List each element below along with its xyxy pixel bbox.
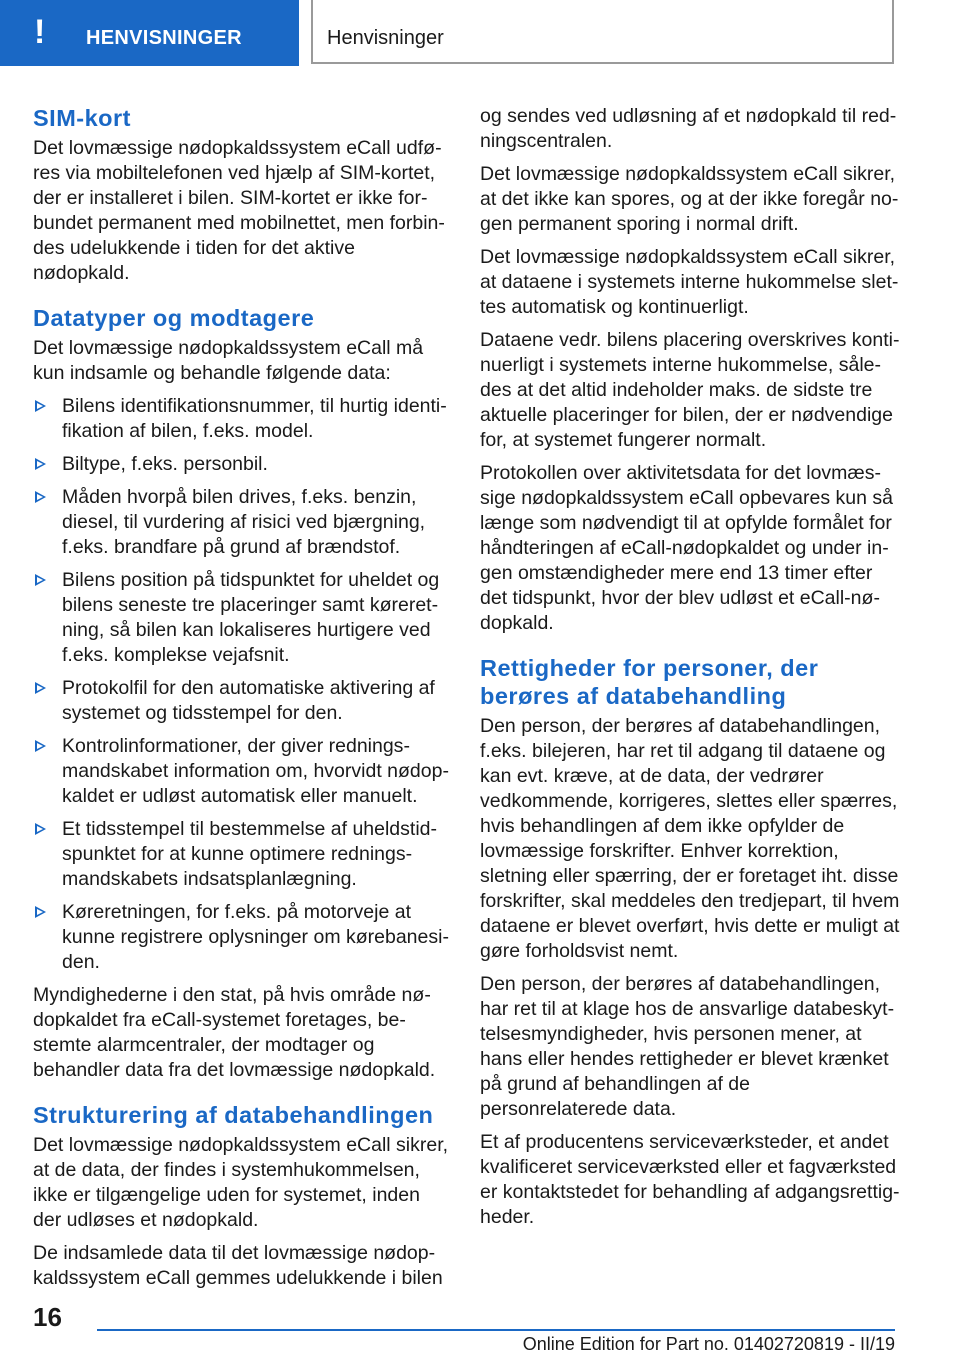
paragraph: Et af producentens serviceværksteder, et andet kvalificeret serviceværksted eller et fagværksted er kontaktstedet for behandling af adgangsrettigheder. [480, 1131, 900, 1228]
section-header-box [311, 0, 894, 64]
page-header [0, 0, 960, 66]
paragraph: Det lovmæssige nødopkaldssystem eCall sikrer, at de data, der findes i systemhukommelsen, ikke er tilgængelige uden for systemet, inden der udløses et nødopkald. [33, 1134, 449, 1231]
chapter-tab [0, 0, 299, 66]
list-item [33, 817, 451, 892]
paragraph: Det lovmæssige nødopkaldssystem eCall sikrer, at det ikke kan spores, og at der ikke foregår nogen permanent sporing i normal drift. [480, 163, 899, 235]
paragraph: og sendes ved udløsning af et nødopkald til redningscentralen. [480, 105, 897, 152]
list-item [33, 676, 451, 726]
heading-datatyper: Datatyper og modtagere [33, 305, 315, 331]
page-number: 16 [33, 1302, 62, 1332]
list-item-text: Bilens position på tidspunktet for uheldet og bilens seneste tre placeringer samt køreretning, så bilen kan lokaliseres hurtigere ved f.eks. komplekse vejafsnit. [62, 569, 440, 666]
triangle-bullet-icon [35, 574, 46, 586]
right-column [480, 104, 900, 1238]
triangle-bullet-icon [35, 458, 46, 470]
list-item-text: Måden hvorpå bilen drives, f.eks. benzin, diesel, til vurdering af risici ved bjærgning, f.eks. brandfare på grund af brændstof. [62, 486, 426, 558]
paragraph: Dataene vedr. bilens placering overskrives kontinuerligt i systemets interne hukommelse, således at det altid indeholder maks. de sidste tre aktuelle placeringer for bilen, der er nødvendige for, at systemet fungerer normalt. [480, 329, 900, 451]
paragraph: De indsamlede data til det lovmæssige nødopkaldssystem eCall gemmes udelukkende i bilen [33, 1242, 443, 1289]
paragraph: Den person, der berøres af databehandlingen, har ret til at klage hos de ansvarlige databeskyttelsesmyndigheder, hvis personen mener, at hans eller hendes rettigheder er blevet krænket på grund af behandlingen af de personrelaterede data. [480, 973, 895, 1120]
list-item-text: Protokolfil for den automatiske aktivering af systemet og tidsstempel for den. [62, 677, 435, 724]
paragraph: Det lovmæssige nødopkaldssystem eCall må kun indsamle og behandle følgende data: [33, 337, 424, 384]
list-item [33, 485, 451, 560]
list-item [33, 452, 451, 477]
triangle-bullet-icon [35, 823, 46, 835]
triangle-bullet-icon [35, 682, 46, 694]
chapter-tab-label: HENVISNINGER [86, 27, 242, 49]
footer-divider [97, 1329, 895, 1331]
paragraph: Det lovmæssige nødopkaldssystem eCall sikrer, at dataene i systemets interne hukommelse slettes automatisk og kontinuerligt. [480, 246, 899, 318]
triangle-bullet-icon [35, 906, 46, 918]
list-item [33, 394, 451, 444]
list-item-text: Bilens identifikationsnummer, til hurtig identifikation af bilen, f.eks. model. [62, 395, 447, 442]
paragraph: Det lovmæssige nødopkaldssystem eCall udføres via mobiltelefonen ved hjælp af SIM-kortet, der er installeret i bilen. SIM-kortet er ikke forbundet permanent med mobilnettet, men forbindes udelukkende i tiden for det aktive nødopkald. [33, 137, 445, 284]
paragraph: Den person, der berøres af databehandlingen, f.eks. bilejeren, har ret til adgang til dataene og kan evt. kræve, at de data, der vedrører vedkommende, korrigeres, slettes eller spærres, hvis behandlingen af dem ikke opfylder de lovmæssige forskrifter. Enhver korrektion, sletning eller spærring, der er foretaget iht. disse forskrifter, skal meddeles den tredjepart, til hvem dataene er blevet overført, hvis dette er muligt at gøre forholdsvist nemt. [480, 715, 900, 962]
list-item-text: Biltype, f.eks. personbil. [62, 453, 268, 475]
section-header-label: Henvisninger [327, 27, 444, 49]
paragraph: Protokollen over aktivitetsdata for det lovmæssige nødopkaldssystem eCall opbevares kun så længe som nødvendigt til at opfylde formålet for håndteringen af eCall-nødopkaldet og under ingen omstændigheder mere end 13 timer efter det tidspunkt, hvor der blev udløst et eCall-nødopkald. [480, 462, 893, 634]
list-item-text: Kontrolinformationer, der giver redningsmandskabet information om, hvorvidt nødopkaldet er udløst automatisk eller manuelt. [62, 735, 449, 807]
list-item [33, 734, 451, 809]
edition-footer: Online Edition for Part no. 01402720819 - II/19 [522, 1334, 895, 1354]
list-item [33, 900, 451, 975]
exclamation-icon: ! [34, 13, 46, 51]
paragraph: Myndighederne i den stat, på hvis område nødopkaldet fra eCall-systemet foretages, bestemte alarmcentraler, der modtager og behandler data fra det lovmæssige nødopkald. [33, 984, 436, 1081]
triangle-bullet-icon [35, 491, 46, 503]
list-item-text: Et tidsstempel til bestemmelse af uheldstidspunktet for at kunne optimere redningsmandskabets indsatsplanlægning. [62, 818, 438, 890]
left-column [33, 104, 451, 1299]
list-item [33, 568, 451, 668]
heading-rettigheder: Rettigheder for personer, der berøres af databehandling [480, 655, 819, 709]
triangle-bullet-icon [35, 400, 46, 412]
triangle-bullet-icon [35, 740, 46, 752]
heading-strukturering: Strukturering af databehandlingen [33, 1102, 434, 1128]
data-list [33, 394, 451, 975]
list-item-text: Køreretningen, for f.eks. på motorveje at kunne registrere oplysninger om kørebanesiden. [62, 901, 449, 973]
heading-sim-kort: SIM-kort [33, 105, 131, 131]
